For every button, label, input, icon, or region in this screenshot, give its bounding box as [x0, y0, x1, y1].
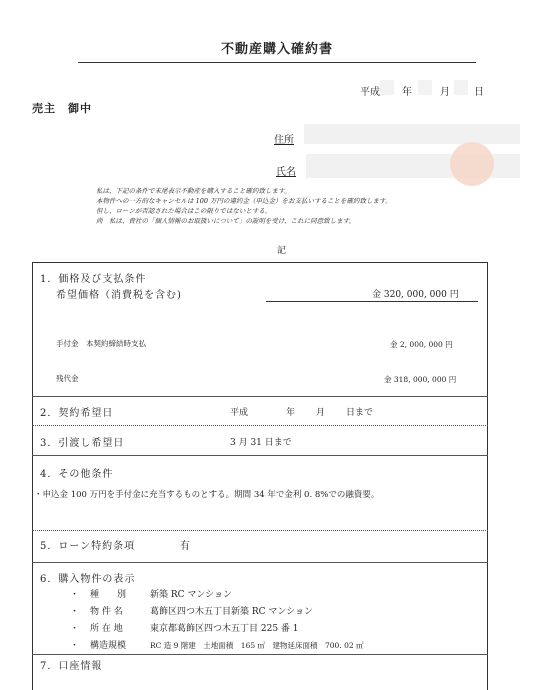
contract-month: 月: [316, 408, 326, 418]
property-location-label: 所 在 地: [90, 624, 123, 634]
seller-addressee: 売主 御中: [32, 102, 92, 115]
address-redaction: [304, 124, 520, 144]
date-era: 平成: [360, 87, 380, 98]
document-title: 不動産購入確約書: [220, 42, 333, 57]
ki-mark: 記: [277, 246, 287, 256]
section-heading: 1．価格及び支払条件: [40, 274, 147, 285]
bullet: ・: [70, 590, 80, 600]
contract-year: 年: [286, 408, 296, 418]
delivery-value: 3 月 31 日まで: [230, 438, 292, 448]
property-type-label: 種 別: [90, 590, 127, 600]
balance-label: 残代金: [56, 374, 79, 383]
date-month-field: [418, 80, 432, 95]
divider: [32, 562, 488, 563]
date-year-label: 年: [402, 87, 412, 98]
bullet: ・: [70, 624, 80, 634]
divider: [32, 425, 488, 426]
seal-stamp: [450, 142, 494, 186]
notice-line: 本物件への一方的なキャンセルは 100 万円の違約金（申込金）をお支払いすることを確約致します。: [96, 197, 392, 205]
property-location-value: 東京都葛飾区四つ木五丁目 225 番 1: [150, 624, 299, 634]
date-day-label: 日: [474, 87, 484, 98]
section-heading: 6．購入物件の表示: [40, 574, 136, 585]
property-structure-label: 構造規模: [90, 641, 127, 651]
price-underline: [266, 301, 478, 302]
section-heading: 5．ローン特約条項: [40, 541, 136, 552]
balance-value: 金 318, 000, 000 円: [384, 375, 457, 384]
section-heading: 3．引渡し希望日: [40, 438, 125, 449]
property-structure-value: RC 造 9 階建 土地面積 165 ㎡ 建物延床面積 700. 02 ㎡: [150, 641, 364, 650]
loan-value: 有: [180, 541, 191, 552]
divider: [32, 530, 488, 531]
divider: [32, 455, 488, 456]
deposit-value: 金 2, 000, 000 円: [390, 340, 453, 349]
property-name-value: 葛飾区四つ木五丁目新築 RC マンション: [150, 607, 313, 617]
date-month-label: 月: [440, 87, 450, 98]
divider: [32, 654, 488, 655]
contract-era: 平成: [230, 408, 249, 418]
section-heading: 2．契約希望日: [40, 408, 114, 419]
section-heading: 7．口座情報: [40, 661, 103, 672]
property-name-label: 物 件 名: [90, 607, 123, 617]
notice-line: 私は、下記の条件で末尾表示不動産を購入すること確約致します。: [96, 187, 291, 195]
bullet: ・: [70, 607, 80, 617]
notice-line: 但し、ローンが否認された場合はこの限りではないとする。: [96, 207, 272, 215]
other-condition-text: ・申込金 100 万円を手付金に充当するものとする。期間 34 年で金利 0. 8%での融資要。: [34, 490, 380, 500]
date-year-field: [380, 80, 394, 95]
desired-price-label: 希望価格（消費税を含む): [56, 290, 182, 301]
property-type-value: 新築 RC マンション: [150, 590, 232, 600]
address-label: 住所: [274, 135, 294, 146]
name-label: 氏名: [276, 167, 296, 178]
section-heading: 4．その他条件: [40, 469, 114, 480]
desired-price-value: 金 320, 000, 000 円: [372, 290, 459, 300]
notice-line: 尚 私は、貴社の「個人情報のお取扱いについて」の説明を受け、これに同意致します。: [96, 217, 356, 225]
title-underline: [78, 62, 476, 63]
divider: [32, 396, 488, 397]
deposit-label: 手付金 本契約締結時支払: [56, 339, 146, 348]
date-day-field: [454, 80, 468, 95]
bullet: ・: [70, 641, 80, 651]
contract-suffix: 日まで: [346, 408, 374, 418]
